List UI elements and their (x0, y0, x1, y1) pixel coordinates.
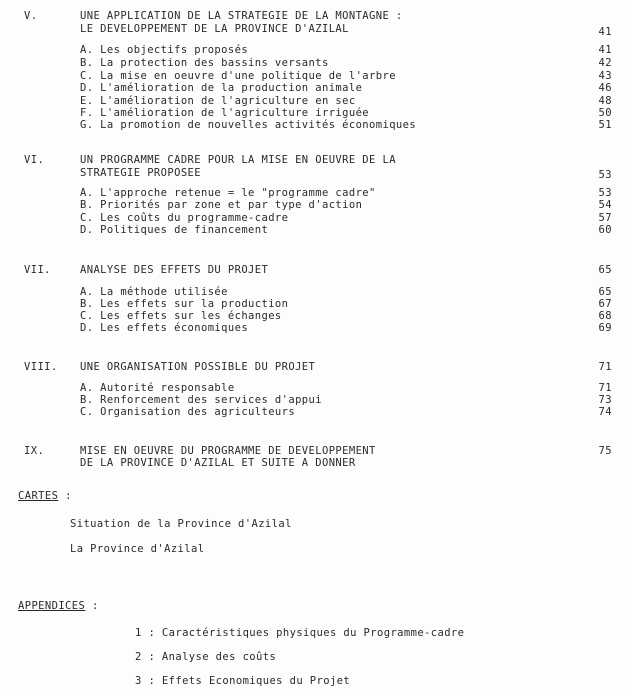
toc-item: B. Renforcement des services d'appui (80, 394, 322, 406)
toc-item-page: 57 (598, 212, 612, 224)
toc-item-page: 69 (598, 322, 612, 334)
toc-item-page: 48 (598, 95, 612, 107)
toc-item: C. La mise en oeuvre d'une politique de l'arbre (80, 70, 396, 82)
toc-item: C. Les effets sur les échanges (80, 310, 282, 322)
section-numeral: VII. (24, 264, 51, 276)
section-title-line: DE LA PROVINCE D'AZILAL ET SUITE A DONNER (80, 457, 356, 469)
toc-item-page: 46 (598, 82, 612, 94)
appendix-item: 1 : Caractéristiques physiques du Programme-cadre (135, 627, 465, 639)
section-page-number: 41 (598, 26, 612, 38)
toc-item: D. Politiques de financement (80, 224, 269, 236)
appendix-item: 3 : Effets Economiques du Projet (135, 675, 351, 687)
section-title-line: ANALYSE DES EFFETS DU PROJET (80, 264, 269, 276)
carte-item: La Province d'Azilal (70, 543, 205, 555)
appendix-item: 2 : Analyse des coûts (135, 651, 277, 663)
toc-item-page: 43 (598, 70, 612, 82)
toc-item: D. Les effets économiques (80, 322, 249, 334)
toc-item-page: 71 (598, 382, 612, 394)
toc-item: A. Les objectifs proposés (80, 44, 249, 56)
toc-item: B. Les effets sur la production (80, 298, 289, 310)
section-title-line: LE DEVELOPPEMENT DE LA PROVINCE D'AZILAL (80, 23, 349, 35)
toc-item-page: 74 (598, 406, 612, 418)
toc-item-page: 50 (598, 107, 612, 119)
section-title-line: UN PROGRAMME CADRE POUR LA MISE EN OEUVRE DE LA (80, 154, 396, 166)
toc-item-page: 54 (598, 199, 612, 211)
toc-item: B. La protection des bassins versants (80, 57, 329, 69)
toc-item-page: 67 (598, 298, 612, 310)
section-page-number: 65 (598, 264, 612, 276)
toc-item-page: 41 (598, 44, 612, 56)
toc-item: C. Organisation des agriculteurs (80, 406, 296, 418)
toc-item: B. Priorités par zone et par type d'action (80, 199, 363, 211)
toc-item-page: 68 (598, 310, 612, 322)
toc-item-page: 73 (598, 394, 612, 406)
toc-item-page: 53 (598, 187, 612, 199)
cartes-heading: CARTES : (18, 490, 72, 502)
section-page-number: 75 (598, 445, 612, 457)
toc-item-page: 65 (598, 286, 612, 298)
section-numeral: VI. (24, 154, 45, 166)
toc-item: A. La méthode utilisée (80, 286, 228, 298)
toc-item: A. Autorité responsable (80, 382, 235, 394)
section-title-line: STRATEGIE PROPOSEE (80, 167, 201, 179)
toc-item-page: 42 (598, 57, 612, 69)
section-title-line: MISE EN OEUVRE DU PROGRAMME DE DEVELOPPEMENT (80, 445, 376, 457)
toc-item-page: 51 (598, 119, 612, 131)
toc-item: F. L'amélioration de l'agriculture irriguée (80, 107, 370, 119)
section-page-number: 53 (598, 169, 612, 181)
toc-item: C. Les coûts du programme-cadre (80, 212, 289, 224)
toc-item: A. L'approche retenue = le "programme cadre" (80, 187, 376, 199)
toc-item-page: 60 (598, 224, 612, 236)
section-numeral: IX. (24, 445, 45, 457)
toc-item: D. L'amélioration de la production animale (80, 82, 363, 94)
section-numeral: V. (24, 10, 38, 22)
section-title-line: UNE APPLICATION DE LA STRATEGIE DE LA MONTAGNE : (80, 10, 403, 22)
appendices-heading: APPENDICES : (18, 600, 99, 612)
toc-item: E. L'amélioration de l'agriculture en sec (80, 95, 356, 107)
section-page-number: 71 (598, 361, 612, 373)
section-title-line: UNE ORGANISATION POSSIBLE DU PROJET (80, 361, 316, 373)
carte-item: Situation de la Province d'Azilal (70, 518, 292, 530)
section-numeral: VIII. (24, 361, 58, 373)
toc-item: G. La promotion de nouvelles activités économiques (80, 119, 417, 131)
